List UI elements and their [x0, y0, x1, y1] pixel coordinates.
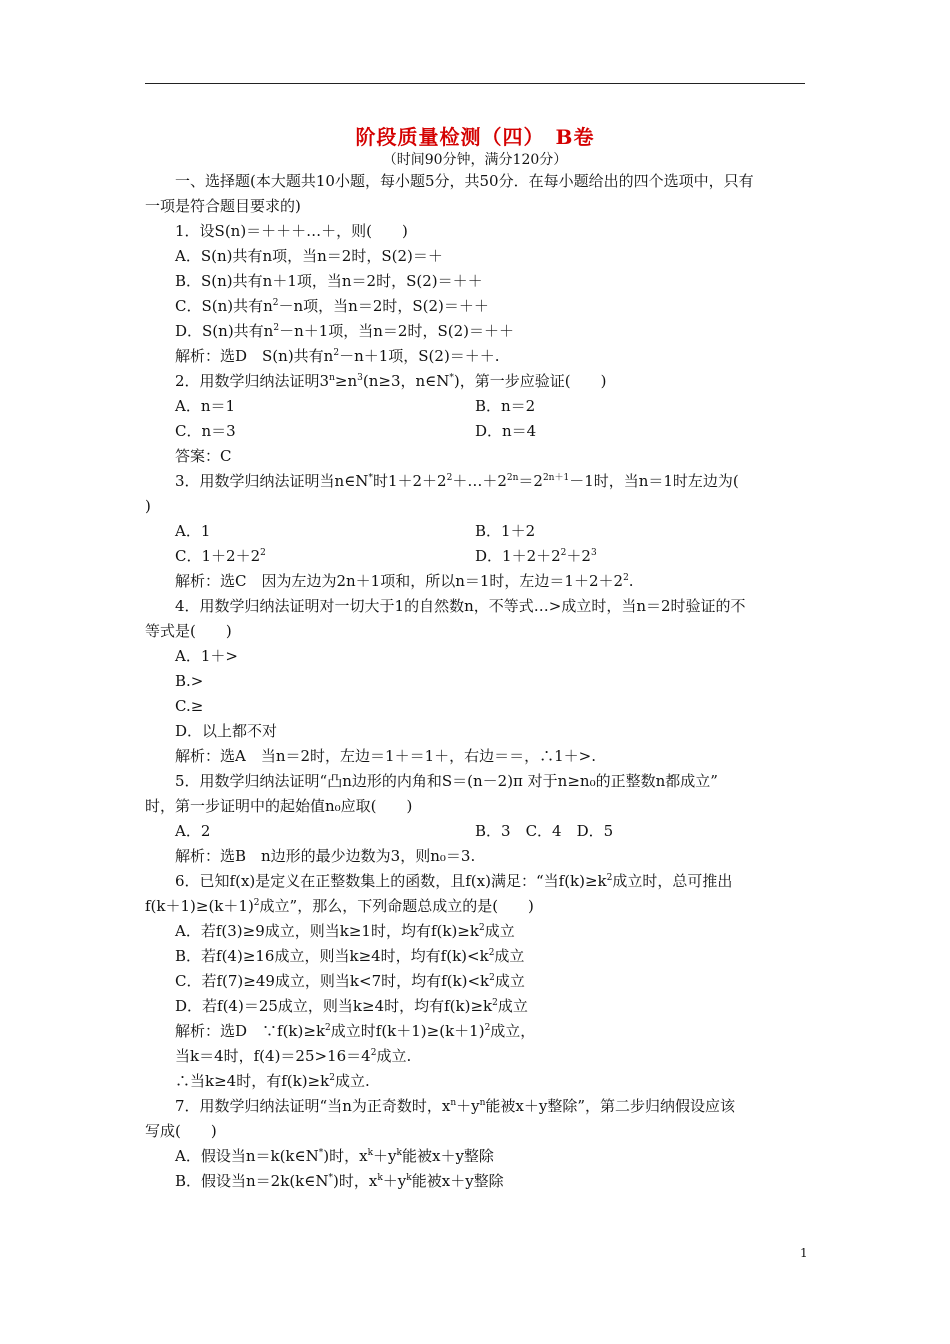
q7-option-b: B．假设当n＝2k(k∈N*)时，$x^k+y^k$能被x＋y整除: [175, 1172, 504, 1190]
q6-option-b: B．若f(4)≥16成立，则当k≥4时，均有$f(k)<k^2$成立: [175, 947, 525, 965]
section-heading: 一、选择题(本大题共10小题，每小题5分，共50分．在每小题给出的四个选项中，只有: [175, 172, 754, 190]
q6-solution-1: 解析：选D $\because f(k)\ge k^2$成立时$f(k+1)\ge(k+1)^2$成立，: [175, 1022, 536, 1040]
q4-solution: 解析：选A 当n＝2时，左边＝1＋＝1＋，右边＝＝，∴1＋>.: [175, 747, 597, 765]
q7-option-a: A．假设当n＝k(k∈N*)时，$x^k+y^k$能被x＋y整除: [175, 1147, 494, 1165]
q7-stem: 7．用数学归纳法证明“当n为正奇数时，$x^n+y^n$能被x＋y整除”，第二步归纳假设应该: [175, 1097, 736, 1115]
q2-option-b: B．n＝2: [475, 397, 536, 415]
q6-solution-2: 当k＝4时，$f(4)=25>16=4^2$成立.: [175, 1047, 412, 1065]
q4-option-d: D．以上都不对: [175, 722, 278, 740]
q2-option-c: C．n＝3: [175, 422, 236, 440]
q1-solution: 解析：选D S(n)共有$n^2-n+1$项，S(2)＝＋＋.: [175, 347, 500, 365]
q2-option-a: A．n＝1: [175, 397, 236, 415]
page-title: 阶段质量检测（四） B卷: [355, 125, 595, 149]
q4-option-a: A．1＋>: [175, 647, 238, 665]
page-subtitle: （时间90分钟，满分120分）: [382, 152, 568, 168]
q2-stem: 2．用数学归纳法证明$3^n\ge n^3(n\ge 3$，n∈N*)，第一步应验证( ): [175, 372, 607, 390]
q3-solution: 解析：选C 因为左边为2n＋1项和，所以n＝1时，左边$=1+2+2^2$.: [175, 572, 634, 590]
q3-stem: 3．用数学归纳法证明当n∈N*时$1+2+2^2+\dots+2^{2n}=2^{2n+1}-1$时，当n＝1时左边为(: [175, 472, 739, 490]
q3-option-b: B．1＋2: [475, 522, 536, 540]
q3-options-cd: [145, 544, 811, 569]
q6-option-c: C．若f(7)≥49成立，则当k<7时，均有$f(k)<k^2$成立: [175, 972, 525, 990]
q3-option-c: C．$1+2+2^2$: [175, 547, 266, 565]
q1-option-b: B．S(n)共有n＋1项，当n＝2时，S(2)＝＋＋: [175, 272, 483, 290]
q5-options: [145, 819, 811, 844]
q6-option-a: A．若f(3)≥9成立，则当k≥1时，均有$f(k)\ge k^2$成立: [175, 922, 515, 940]
q2-options-cd: [145, 419, 811, 444]
q6-option-d: D．若f(4)＝25成立，则当k≥4时，均有$f(k)\ge k^2$成立: [175, 997, 528, 1015]
q6-stem-cont: $f(k+1)\ge(k+1)^2$成立”，那么，下列命题总成立的是( ): [145, 897, 534, 915]
header-rule: [145, 83, 805, 84]
q3-options-ab: [145, 519, 811, 544]
q7-stem-cont: 写成( ): [145, 1122, 217, 1140]
q4-option-b: B.>: [175, 672, 204, 690]
section-heading-cont: 一项是符合题目要求的): [145, 197, 301, 215]
q2-option-d: D．n＝4: [475, 422, 537, 440]
q5-stem: 5．用数学归纳法证明“凸n边形的内角和S＝(n－2)π 对于n≥n₀的正整数n都成立”: [175, 772, 718, 790]
q5-options-bcd: B．3 C．4 D．5: [475, 822, 614, 840]
q1-option-a: A．S(n)共有n项，当n＝2时，S(2)＝＋: [175, 247, 443, 265]
q3-stem-cont: ): [145, 497, 151, 515]
q1-option-d: D．S(n)共有$n^2-n+1$项，当n＝2时，S(2)＝＋＋: [175, 322, 514, 340]
q5-stem-cont: 时，第一步证明中的起始值n₀应取( ): [145, 797, 413, 815]
page-number: 1: [800, 1246, 808, 1260]
q3-option-d: D．$1+2+2^2+2^3$: [475, 547, 597, 565]
q3-option-a: A．1: [175, 522, 211, 540]
q2-options-ab: [145, 394, 811, 419]
q5-option-a: A．2: [175, 822, 211, 840]
q6-stem: 6．已知f(x)是定义在正整数集上的函数，且f(x)满足：“当$f(k)\ge k^2$成立时，总可推出: [175, 872, 733, 890]
q1-option-c: C．S(n)共有$n^2-n$项，当n＝2时，S(2)＝＋＋: [175, 297, 489, 315]
document-body: [145, 169, 811, 1194]
q2-answer: 答案：C: [175, 447, 232, 465]
q6-solution-3: ∴当k≥4时，有$f(k)\ge k^2$成立.: [175, 1072, 370, 1090]
q4-stem: 4．用数学归纳法证明对一切大于1的自然数n，不等式…>成立时，当n＝2时验证的不: [175, 597, 746, 615]
q5-solution: 解析：选B n边形的最少边数为3，则n₀＝3.: [175, 847, 476, 865]
q4-stem-cont: 等式是( ): [145, 622, 232, 640]
q1-stem: 1．设S(n)＝＋＋＋…＋，则( ): [175, 222, 408, 240]
q4-option-c: C.≥: [175, 697, 204, 715]
